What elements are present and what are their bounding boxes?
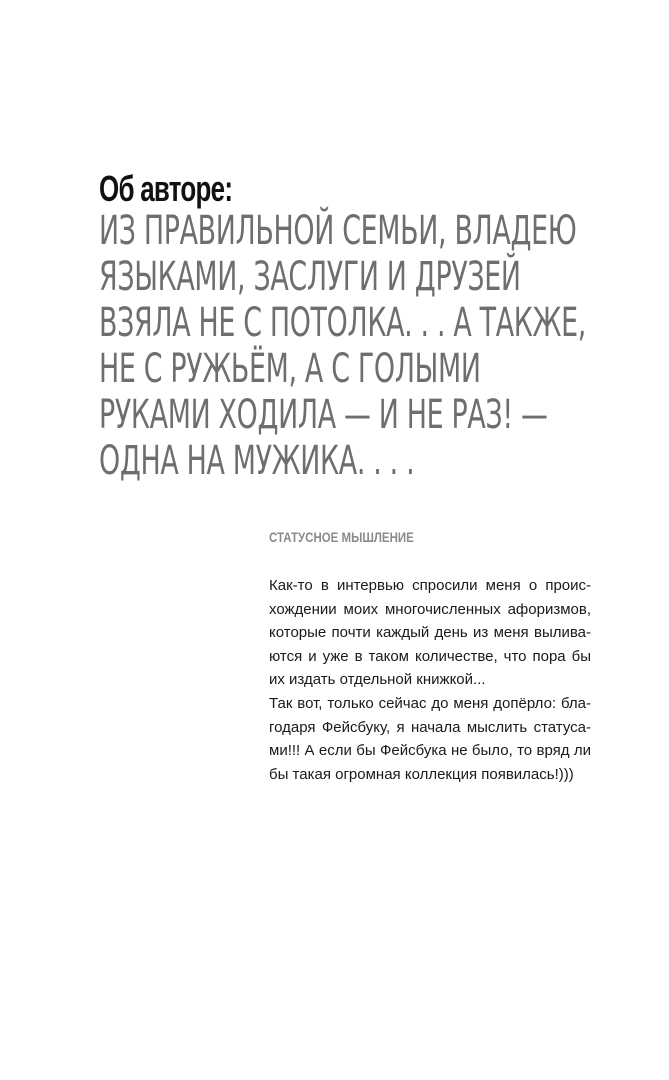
author-description-line: ЯЗЫКАМИ, ЗАСЛУГИ И ДРУЗЕЙ	[99, 254, 521, 300]
author-description	[99, 208, 587, 484]
body-line: годаря Фейсбуку, я начала мыслить статуса-	[269, 718, 591, 736]
author-description-line: НЕ С РУЖЬЁМ, А С ГОЛЫМИ	[99, 346, 481, 392]
author-description-line: ВЗЯЛА НЕ С ПОТОЛКА. . . А ТАКЖЕ,	[99, 300, 587, 346]
author-description-line: ОДНА НА МУЖИКА. . . .	[99, 438, 415, 484]
body-line: Как-то в интервью спросили меня о проис-	[269, 577, 591, 594]
author-description-line: РУКАМИ ХОДИЛА — И НЕ РАЗ! —	[99, 392, 548, 438]
body-line: которые почти каждый день из меня вылива-	[269, 624, 591, 642]
body-line: ми!!! А если бы Фейсбука не было, то вряд ли	[269, 742, 591, 760]
body-line: хождении моих многочисленных афоризмов,	[269, 600, 591, 618]
about-author-heading: Об авторе:	[99, 168, 233, 209]
body-line: ются и уже в таком количестве, что пора бы	[269, 647, 591, 665]
author-description-line: ИЗ ПРАВИЛЬНОЙ СЕМЬИ, ВЛАДЕЮ	[99, 208, 577, 254]
body-paragraph	[269, 574, 591, 786]
body-line: Так вот, только сейчас до меня допёрло: бла-	[269, 694, 591, 712]
body-line: их издать отдельной книжкой...	[269, 671, 486, 689]
body-line: бы такая огромная коллекция появилась!)))	[269, 765, 574, 783]
section-title: СТАТУСНОЕ МЫШЛЕНИЕ	[269, 529, 414, 545]
